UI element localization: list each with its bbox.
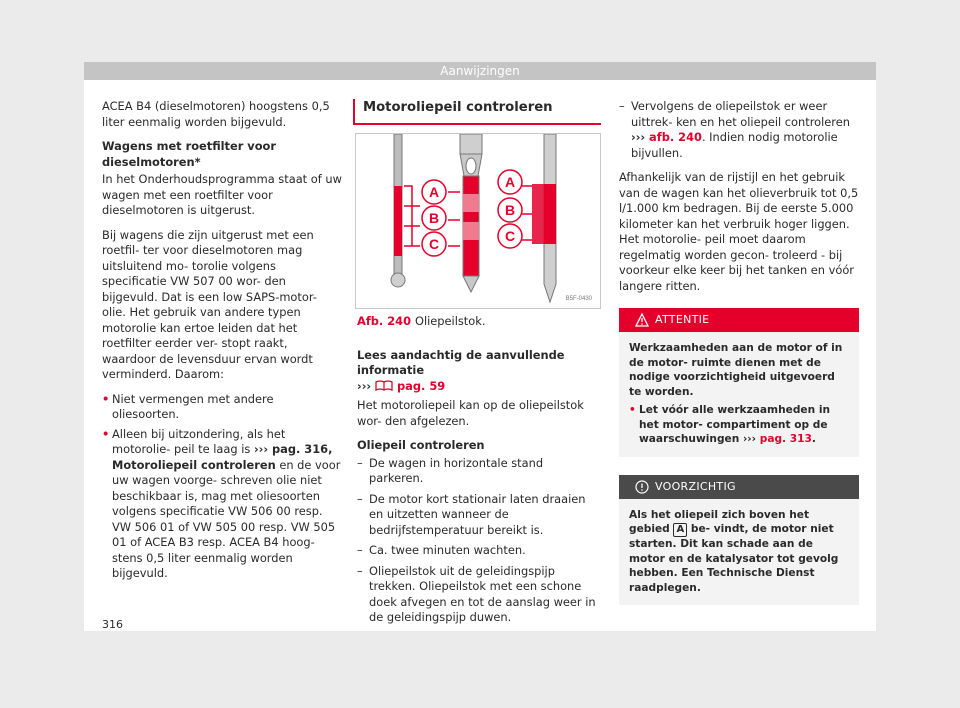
warning-triangle-icon [635, 313, 649, 327]
figure-code: B5F-0430 [565, 296, 592, 302]
attention-body: Werkzaamheden aan de motor of in de motor- ruimte dienen met de nodige voorzichtigheid uitgevoerd te worden. • Let vóór alle werkzaamheden in het motor- compartiment op de waarschuwingen ››› pag. 313. [619, 332, 859, 457]
cross-reference-arrow: ››› [253, 442, 269, 456]
figure-label-b: B [428, 210, 440, 226]
paragraph: Bij wagens die zijn uitgerust met een roetfil- ter voor dieselmotoren mag uitsluitend mo- torolie volgens specificatie VW 507 00 wor- den bijgevuld. Dat is een low SAPS-motor- olie. Het gebruik van andere typen motorolie kan ertoe leiden dat het roetfilter eerder ver- stopt raakt, waardoor de levensduur ervan wordt verminderd. Daarom: [102, 227, 317, 381]
cross-reference-link[interactable]: pag. 59 [397, 378, 446, 393]
column-right [619, 99, 859, 605]
figure-label-c: C [428, 236, 440, 252]
step-item: – Oliepeilstok uit de geleidingspijp trekken. Oliepeilstok met een schone doek afvegen en tot de aanslag weer in de geleidingspijp duwen. [357, 564, 601, 626]
caution-body: Als het oliepeil zich boven het gebied A be- vindt, de motor niet starten. Dit kan schade aan de motor en de katalysator tot gevolg hebben. Een Technische Dienst raadplegen. [629, 508, 839, 594]
figure-label-a: A [428, 184, 440, 200]
paragraph: Afhankelijk van de rijstijl en het gebruik van de wagen kan het olieverbruik tot 0,5 l/1.000 km bedragen. Bij de eerste 5.000 kilometer kan het verbruik hoger liggen. Het motorolie- peil moet daarom regelmatig worden gecon- troleerd - bij voorkeur elke keer bij het tanken en vóór langere ritten. [619, 170, 859, 293]
figure-label-c: C [504, 228, 516, 244]
paragraph: Het motoroliepeil kan op de oliepeilstok wor- den afgelezen. [357, 398, 584, 428]
step-item: – Vervolgens de oliepeilstok er weer uittrek- ken en het oliepeil controleren ››› afb. 240. Indien nodig motorolie bijvullen. [619, 99, 859, 161]
step-item: – De wagen in horizontale stand parkeren. [357, 456, 601, 487]
figure-label-b: B [504, 202, 516, 218]
figure-caption-text: Oliepeilstok. [415, 314, 486, 328]
subheading: Oliepeil controleren [357, 438, 485, 452]
exclamation-circle-icon [635, 480, 649, 494]
attention-box [619, 308, 859, 457]
figure-number: Afb. 240 [357, 314, 411, 328]
cross-reference-link[interactable]: pag. 316, Motoroliepeil controleren [112, 442, 333, 472]
intro-heading: Lees aandachtig de aanvullende informatie ››› pag. 59 [357, 347, 565, 393]
page-header: Aanwijzingen [84, 62, 876, 80]
column-left [102, 99, 342, 586]
cross-reference-link[interactable]: afb. 240 [645, 130, 702, 144]
dipstick-figure [355, 133, 601, 309]
cross-reference-link[interactable]: pag. 313 [756, 433, 812, 445]
list-item: • Niet vermengen met andere oliesoorten. [102, 392, 342, 423]
paragraph: ACEA B4 (dieselmotoren) hoogstens 0,5 liter eenmalig worden bijgevuld. [102, 99, 330, 129]
column-middle [357, 99, 601, 631]
caution-box [619, 475, 859, 606]
attention-header: ATTENTIE [619, 308, 859, 332]
step-item: – Ca. twee minuten wachten. [357, 543, 601, 559]
area-marker: A [673, 523, 687, 537]
book-icon [375, 380, 393, 391]
dipstick-illustration [356, 134, 600, 308]
manual-page [84, 62, 876, 631]
figure-caption [357, 314, 601, 330]
caution-header: VOORZICHTIG [619, 475, 859, 499]
step-item: – De motor kort stationair laten draaien en uitzetten wanneer de bedrijfstemperatuur bereikt is. [357, 492, 601, 539]
list-item: • Alleen bij uitzondering, als het motorolie- peil te laag is ››› pag. 316, Motoroliepeil controleren en de voor uw wagen voorge- schreven olie niet beschikbaar is, mag met oliesoorten volgens specificatie VW 506 00 resp. VW 506 01 of VW 505 00 resp. VW 505 01 of ACEA B3 resp. ACEA B4 hoog- stens 0,5 liter eenmalig worden bijgevuld. [102, 427, 342, 582]
subheading: Wagens met roetfilter voor dieselmotoren* [102, 139, 276, 169]
figure-label-a: A [504, 174, 516, 190]
page-number: 316 [102, 618, 123, 631]
paragraph: In het Onderhoudsprogramma staat of uw wagen met een roetfilter voor dieselmotoren is uitgerust. [102, 172, 342, 217]
section-title: Motoroliepeil controleren [353, 99, 601, 125]
